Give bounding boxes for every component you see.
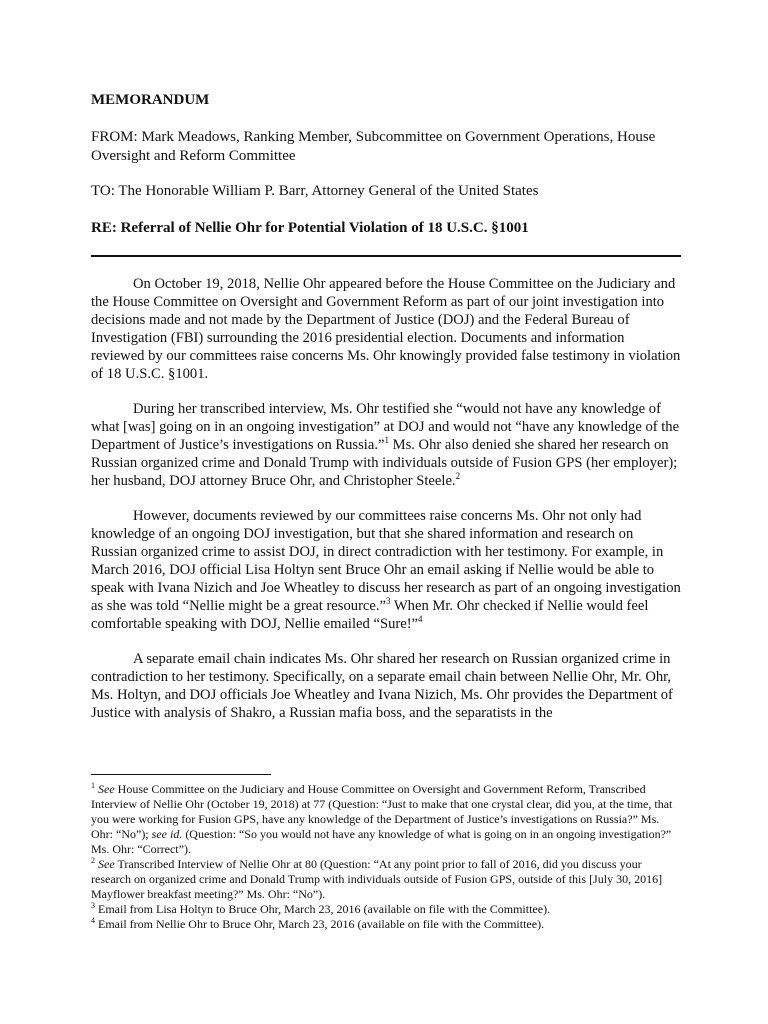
footnote-2	[91, 857, 681, 902]
re-line: RE: Referral of Nellie Ohr for Potential Violation of 18 U.S.C. §1001	[91, 220, 529, 236]
footnote-2-text: Transcribed Interview of Nellie Ohr at 80 (Question: “At any point prior to fall of 2016, did you discuss your research on organized crime and Donald Trump with individuals outside of Fusion GPS, outside of this [July 30, 2016] Mayflower breakfast meeting?” Ms. Ohr: “No”).	[91, 857, 663, 901]
footnote-4	[91, 917, 681, 932]
footnote-ref-4[interactable]: 4	[418, 614, 423, 625]
footnote-1-text-b: (Question: “So you would not have any knowledge of what is going on in an ongoing investigation?” Ms. Ohr: “Correct”).	[91, 827, 672, 856]
to-line	[91, 182, 681, 201]
footnote-2-see: See	[98, 857, 115, 871]
footnote-3	[91, 902, 681, 917]
footnote-1-number: 1	[91, 781, 95, 790]
footnote-1-see-id: see id.	[151, 827, 183, 841]
footnote-1-see: See	[98, 782, 115, 796]
memo-title: MEMORANDUM	[91, 92, 210, 108]
footnote-ref-1[interactable]: 1	[384, 435, 389, 446]
footnote-3-text: Email from Lisa Holtyn to Bruce Ohr, March 23, 2016 (available on file with the Committee).	[95, 902, 551, 916]
footnote-1	[91, 782, 681, 857]
paragraph-2-part-a: During her transcribed interview, Ms. Ohr testified she “would not have any knowledge of what [was] going on in an ongoing investigation” at DOJ and would not “have any knowledge of the Department of Justice’s investigations on Russia.”	[91, 401, 680, 453]
footnote-divider	[91, 774, 271, 775]
paragraph-3-part-b: When Mr. Ohr checked if Nellie would feel comfortable speaking with DOJ, Nellie emailed “Sure!”	[91, 598, 649, 632]
footnote-ref-2[interactable]: 2	[455, 471, 461, 482]
paragraph-3	[91, 507, 681, 633]
to-label: TO:	[91, 183, 115, 199]
to-text: The Honorable William P. Barr, Attorney General of the United States	[118, 183, 539, 199]
footnote-2-number: 2	[91, 856, 95, 865]
paragraph-1: On October 19, 2018, Nellie Ohr appeared before the House Committee on the Judiciary and the House Committee on Oversight and Government Reform as part of our joint investigation into decisions made and not made by the Department of Justice (DOJ) and the Federal Bureau of Investigation (FBI) surrounding the 2016 presidential election. Documents and information reviewed by our committees raise concerns Ms. Ohr knowingly provided false testimony in violation of 18 U.S.C. §1001.	[91, 276, 681, 382]
footnote-3-number: 3	[91, 901, 95, 910]
paragraph-4: A separate email chain indicates Ms. Ohr shared her research on Russian organized crime in contradiction to her testimony. Specifically, on a separate email chain between Nellie Ohr, Mr. Ohr, Ms. Holtyn, and DOJ officials Joe Wheatley and Ivana Nizich, Ms. Ohr provides the Department of Justice with analysis of Shakro, a Russian mafia boss, and the separatists in the	[91, 651, 673, 721]
footnote-1-text-a: House Committee on the Judiciary and House Committee on Oversight and Government Reform, Transcribed Interview of Nellie Ohr (October 19, 2018) at 77 (Question: “Just to make that one crystal clear, did you, at the time, that you were working for Fusion GPS, have any knowledge of the Department of Justice’s investigations on Russia?” Ms. Ohr: “No”);	[91, 782, 673, 841]
paragraph-2-part-b: Ms. Ohr also denied she shared her research on Russian organized crime and Donald Trump with individuals outside of Fusion GPS (her employer); her husband, DOJ attorney Bruce Ohr, and Christopher Steele.	[91, 437, 678, 489]
footnote-4-number: 4	[91, 916, 95, 925]
footnote-4-text: Email from Nellie Ohr to Bruce Ohr, March 23, 2016 (available on file with the Committee).	[95, 917, 545, 931]
paragraph-3-part-a: However, documents reviewed by our committees raise concerns Ms. Ohr not only had knowledge of an ongoing DOJ investigation, but that she shared information and research on Russian organized crime to assist DOJ, in direct contradiction with her testimony. For example, in March 2016, DOJ official Lisa Holtyn sent Bruce Ohr an email asking if Nellie would be able to speak with Ivana Nizich and Joe Wheatley to discuss her research as part of an ongoing investigation as she was told “Nellie might be a great resource.”	[91, 508, 681, 614]
from-label: FROM:	[91, 129, 138, 145]
header-divider	[91, 255, 681, 257]
paragraph-2	[91, 400, 681, 490]
from-line	[91, 128, 681, 166]
footnote-ref-3[interactable]: 3	[386, 596, 391, 607]
footnotes	[91, 782, 681, 932]
from-text: Mark Meadows, Ranking Member, Subcommittee on Government Operations, House Oversight and Reform Committee	[91, 129, 656, 164]
